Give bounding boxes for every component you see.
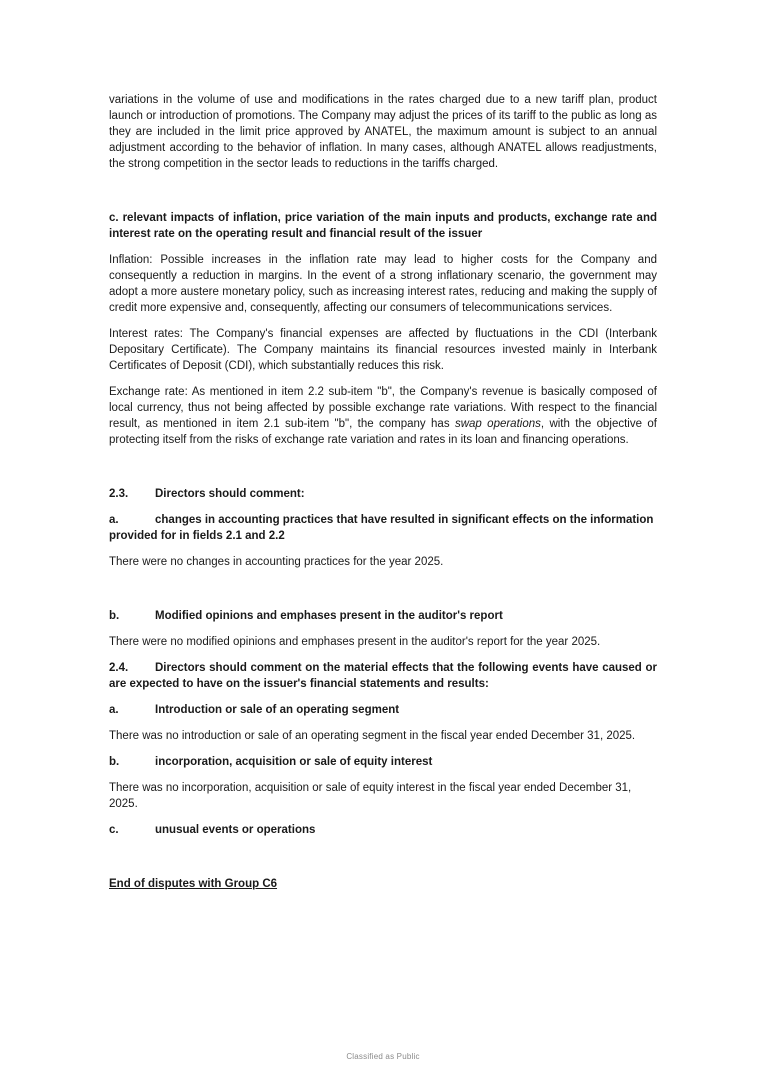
heading-a2-label: a.	[109, 704, 119, 716]
heading-b-text: Modified opinions and emphases present in the auditor's report	[155, 610, 503, 622]
paragraph-no-modified-opinions: There were no modified opinions and emphases present in the auditor's report for the year 2025.	[109, 636, 601, 648]
heading-2-3-label: 2.3.	[109, 488, 129, 500]
heading-b-equity-interest	[109, 754, 657, 770]
heading-2-4-material-effects	[109, 660, 657, 692]
heading-b2-label: b.	[109, 756, 120, 768]
heading-b-label: b.	[109, 610, 120, 622]
heading-b-modified-opinions	[109, 608, 657, 624]
heading-a-label: a.	[109, 514, 119, 526]
heading-a-operating-segment	[109, 702, 657, 718]
heading-end-of-disputes	[109, 876, 657, 892]
heading-2-4-label: 2.4.	[109, 662, 129, 674]
swap-operations-italic: swap operations	[454, 418, 541, 430]
document-content	[109, 92, 657, 892]
paragraph-no-accounting-changes: There were no changes in accounting practices for the year 2025.	[109, 556, 444, 568]
heading-c-unusual-events	[109, 822, 657, 838]
heading-end-of-disputes-text: End of disputes with Group C6	[109, 878, 278, 890]
heading-c2-text: unusual events or operations	[155, 824, 316, 836]
heading-2-3-directors-comment	[109, 486, 657, 502]
paragraph-no-equity-interest: There was no incorporation, acquisition or sale of equity interest in the fiscal year ended December 31, 2025.	[109, 782, 632, 810]
heading-a2-text: Introduction or sale of an operating segment	[155, 704, 400, 716]
heading-c2-label: c.	[109, 824, 119, 836]
paragraph-inflation: Inflation: Possible increases in the inflation rate may lead to higher costs for the Company and consequently a reduction in margins. In the event of a strong inflationary scenario, the government may adopt a more austere monetary policy, such as increasing interest rates, reducing and making the supply of credit more expensive and, consequently, affecting our consumers of telecommunications services.	[109, 254, 657, 314]
paragraph-no-operating-segment: There was no introduction or sale of an operating segment in the fiscal year ended December 31, 2025.	[109, 730, 636, 742]
exchange-rate-text-after: , with the objective of protecting itself from the risks of exchange rate variation and rates in its loan and financing operations.	[109, 418, 657, 446]
paragraph-tariff-variations: variations in the volume of use and modifications in the rates charged due to a new tariff plan, product launch or introduction of promotions. The Company may adjust the prices of its tariff to the public as long as they are included in the limit price approved by ANATEL, the maximum amount is subject to an annual adjustment according to the behavior of inflation. In many cases, although ANATEL allows readjustments, the strong competition in the sector leads to reductions in the tariffs charged.	[109, 94, 657, 170]
heading-a-accounting-practices	[109, 512, 657, 544]
heading-2-4-text: Directors should comment on the material effects that the following events have caused or are expected to have on the issuer's financial statements and results:	[109, 662, 657, 690]
heading-item-c-inflation-impacts: c. relevant impacts of inflation, price variation of the main inputs and products, exchange rate and interest rate on the operating result and financial result of the issuer	[109, 212, 657, 240]
heading-a-text: changes in accounting practices that have resulted in significant effects on the information provided for in fields 2.1 and 2.2	[109, 514, 654, 542]
footer-classification-label: Classified as Public	[346, 1052, 420, 1061]
paragraph-interest-rates: Interest rates: The Company's financial expenses are affected by fluctuations in the CDI (Interbank Depositary Certificate). The Company maintains its financial resources invested mainly in Interbank Certificates of Deposit (CDI), which substantially reduces this risk.	[109, 328, 657, 372]
heading-b2-text: incorporation, acquisition or sale of equity interest	[155, 756, 433, 768]
paragraph-exchange-rate	[109, 384, 657, 448]
heading-2-3-text: Directors should comment:	[155, 488, 305, 500]
exchange-rate-text-before: Exchange rate: As mentioned in item 2.2 sub-item "b", the Company's revenue is basically composed of local currency, thus not being affected by possible exchange rate variations. With respect to the financial result, as mentioned in item 2.1 sub-item "b", the company has	[109, 386, 657, 430]
